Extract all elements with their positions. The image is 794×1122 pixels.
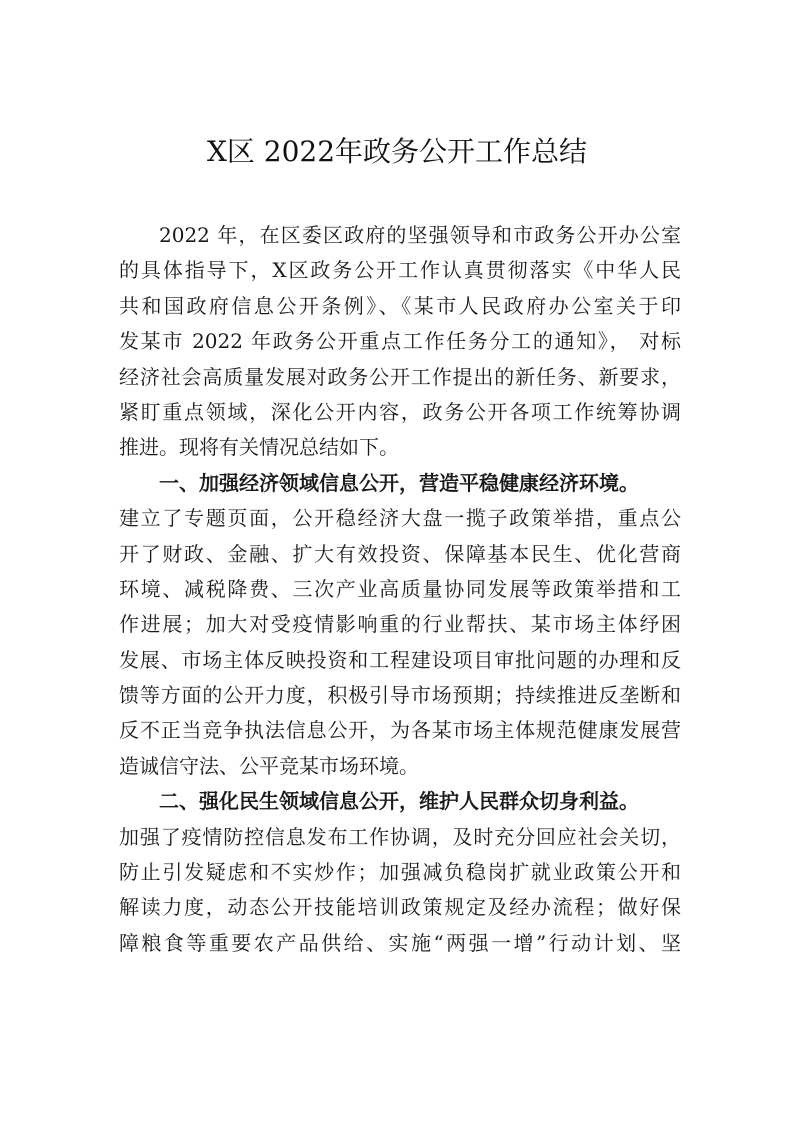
document-body (119, 218, 681, 961)
paragraph-line: 加强了疫情防控信息发布工作协调，及时充分回应社会关切， (119, 824, 681, 849)
paragraph-line: 的具体指导下，X区政务公开工作认真贯彻落实《中华人民 (119, 258, 681, 283)
paragraph-line: 作进展；加大对受疫情影响重的行业帮扶、某市场主体纾困 (119, 612, 681, 637)
paragraph-line: 发展、市场主体反映投资和工程建设项目审批问题的办理和反 (119, 647, 681, 672)
section-heading: 一、加强经济领域信息公开，营造平稳健康经济环境。 (159, 470, 639, 495)
document-title: X区 2022年政务公开工作总结 (206, 135, 588, 168)
paragraph-line: 2022 年，在区委区政府的坚强领导和市政务公开办公室 (159, 223, 681, 247)
paragraph-line: 环境、减税降费、三次产业高质量协同发展等政策举措和工 (119, 576, 681, 601)
paragraph-line: 造诚信守法、公平竞某市场环境。 (119, 753, 419, 778)
paragraph-line: 发某市 2022 年政务公开重点工作任务分工的通知》， 对标 (119, 329, 681, 354)
paragraph-line: 解读力度，动态公开技能培训政策规定及经办流程；做好保 (119, 895, 681, 920)
section-heading: 二、强化民生领域信息公开，维护人民群众切身利益。 (159, 789, 639, 814)
paragraph-line: 开了财政、金融、扩大有效投资、保障基本民生、优化营商 (119, 541, 681, 566)
paragraph-line: 建立了专题页面，公开稳经济大盘一揽子政策举措，重点公 (119, 506, 681, 531)
paragraph-line: 反不正当竞争执法信息公开，为各某市场主体规范健康发展营 (119, 718, 681, 743)
paragraph-line: 障粮食等重要农产品供给、实施“两强一增”行动计划、坚 (119, 930, 681, 955)
paragraph-line: 防止引发疑虑和不实炒作；加强减负稳岗扩就业政策公开和 (119, 860, 681, 885)
paragraph-line: 推进。现将有关情况总结如下。 (119, 435, 399, 460)
paragraph-line: 经济社会高质量发展对政务公开工作提出的新任务、新要求， (119, 364, 681, 389)
paragraph-line: 馈等方面的公开力度，积极引导市场预期；持续推进反垄断和 (119, 683, 681, 708)
paragraph-line: 共和国政府信息公开条例》、《某市人民政府办公室关于印 (119, 293, 681, 318)
paragraph-line: 紧盯重点领域，深化公开内容，政务公开各项工作统筹协调 (119, 399, 681, 424)
